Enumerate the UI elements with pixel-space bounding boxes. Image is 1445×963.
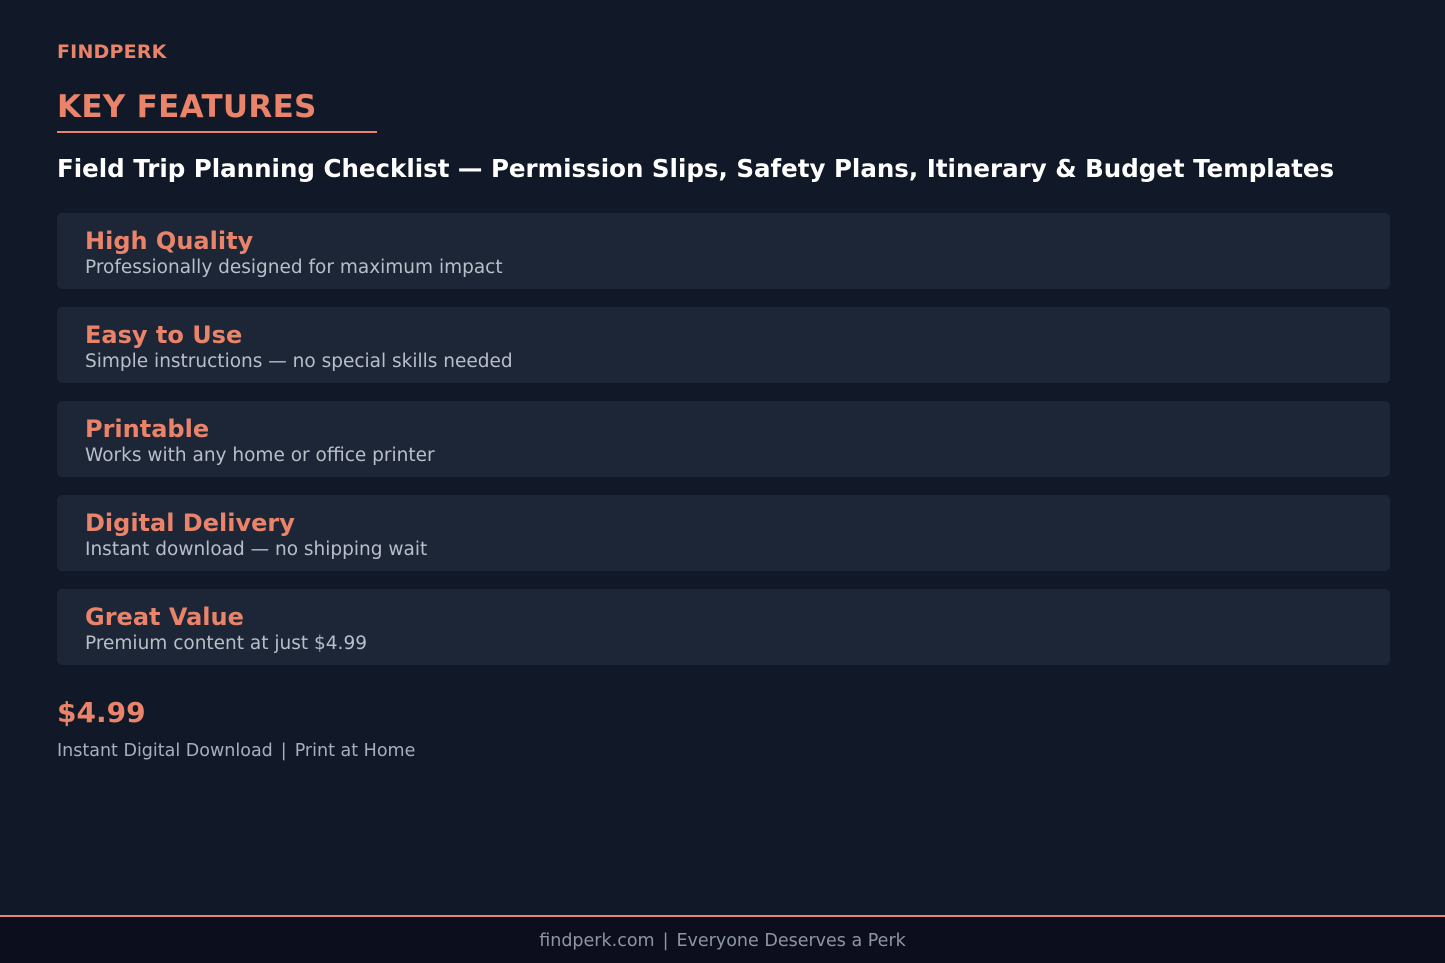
- footer-site-link[interactable]: findperk.com: [539, 931, 655, 951]
- delivery-info: [57, 741, 415, 761]
- print-info-text: Print at Home: [294, 741, 416, 761]
- footer-separator: |: [662, 931, 669, 951]
- feature-card-easy-to-use: [57, 307, 1390, 383]
- feature-description: Works with any home or office printer: [85, 445, 435, 466]
- feature-card-great-value: [57, 589, 1390, 665]
- title-underline-divider: [57, 131, 377, 133]
- section-title: KEY FEATURES: [57, 89, 317, 125]
- footer-bar: [0, 915, 1445, 963]
- feature-title: Great Value: [85, 603, 244, 631]
- feature-title: Easy to Use: [85, 321, 243, 349]
- feature-title: Digital Delivery: [85, 509, 295, 537]
- price-label: $4.99: [57, 696, 146, 729]
- product-title: Field Trip Planning Checklist — Permission Slips, Safety Plans, Itinerary & Budget Templates: [57, 154, 1335, 183]
- delivery-separator: |: [280, 741, 287, 761]
- feature-card-printable: [57, 401, 1390, 477]
- footer-tagline: Everyone Deserves a Perk: [676, 931, 906, 951]
- feature-title: Printable: [85, 415, 210, 443]
- delivery-type-text: Instant Digital Download: [57, 741, 273, 761]
- feature-description: Simple instructions — no special skills needed: [85, 351, 513, 372]
- feature-card-digital-delivery: [57, 495, 1390, 571]
- feature-description: Premium content at just $4.99: [85, 633, 367, 654]
- feature-description: Instant download — no shipping wait: [85, 539, 428, 560]
- feature-card-high-quality: [57, 213, 1390, 289]
- brand-logo-text: FINDPERK: [57, 41, 167, 63]
- feature-title: High Quality: [85, 227, 254, 255]
- feature-description: Professionally designed for maximum impact: [85, 257, 503, 278]
- feature-list: [57, 213, 1390, 683]
